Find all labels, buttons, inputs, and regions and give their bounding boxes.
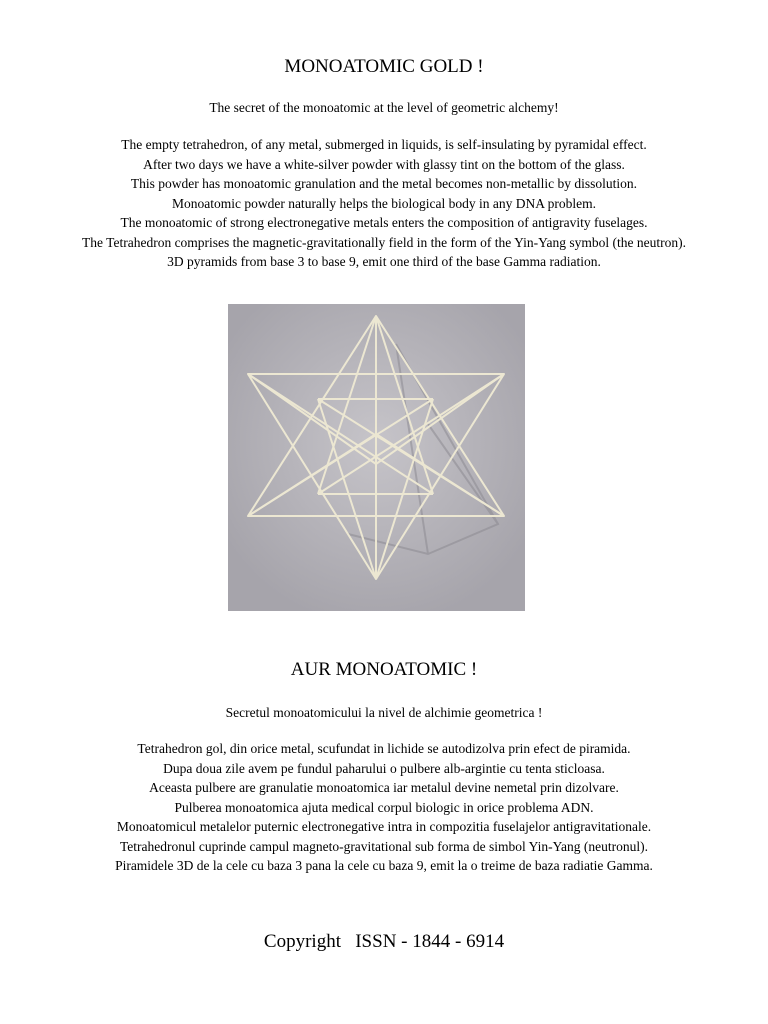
english-subtitle: The secret of the monoatomic at the level of geometric alchemy!: [209, 100, 559, 115]
english-title: MONOATOMIC GOLD !: [284, 56, 484, 77]
romanian-line: Dupa doua zile avem pe fundul paharului o pulbere alb-argintie cu tenta sticloasa.: [163, 760, 605, 776]
romanian-line: Tetrahedron gol, din orice metal, scufundat in lichide se autodizolva prin efect de piramida.: [137, 741, 631, 756]
copyright-notice: Copyright ISSN - 1844 - 6914: [263, 931, 505, 952]
english-line: The Tetrahedron comprises the magnetic-gravitationally field in the form of the Yin-Yang symbol (the neutron).: [82, 234, 686, 250]
romanian-line: Piramidele 3D de la cele cu baza 3 pana la cele cu baza 9, emit la o treime de baza radiatie Gamma.: [115, 858, 653, 873]
romanian-line: Pulberea monoatomica ajuta medical corpul biologic in orice problema ADN.: [174, 799, 594, 815]
english-line: After two days we have a white-silver powder with glassy tint on the bottom of the glass.: [143, 156, 625, 172]
english-line: The monoatomic of strong electronegative metals enters the composition of antigravity fuselages.: [120, 215, 648, 230]
romanian-line: Aceasta pulbere are granulatie monoatomica iar metalul devine nemetal prin dizolvare.: [149, 780, 619, 795]
romanian-paragraph: [0, 739, 768, 876]
romanian-subtitle: Secretul monoatomicului la nivel de alchimie geometrica !: [225, 705, 543, 720]
romanian-title: AUR MONOATOMIC !: [290, 659, 478, 680]
english-line: The empty tetrahedron, of any metal, submerged in liquids, is self-insulating by pyramidal effect.: [121, 137, 647, 152]
star-tetrahedron-photo: [228, 304, 525, 611]
star-tetrahedron-figure: [228, 304, 525, 611]
english-line: Monoatomic powder naturally helps the biological body in any DNA problem.: [171, 195, 597, 211]
english-line: This powder has monoatomic granulation and the metal becomes non-metallic by dissolution.: [130, 176, 638, 191]
english-line: 3D pyramids from base 3 to base 9, emit one third of the base Gamma radiation.: [167, 254, 601, 269]
romanian-line: Tetrahedronul cuprinde campul magneto-gravitational sub forma de simbol Yin-Yang (neutronul).: [119, 838, 649, 854]
romanian-line: Monoatomicul metalelor puternic electronegative intra in compozitia fuselajelor antigravitationale.: [116, 819, 652, 834]
english-paragraph: [0, 135, 768, 272]
